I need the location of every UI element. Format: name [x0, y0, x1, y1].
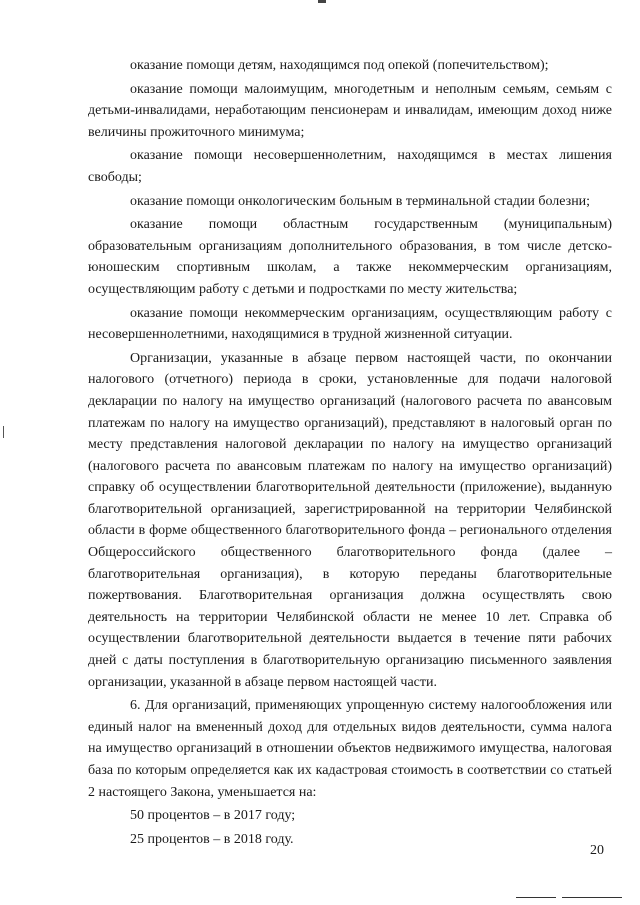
- page-number: 20: [590, 843, 604, 858]
- paragraph: Организации, указанные в абзаце первом настоящей части, по окончании налогового (отчетного) периода в сроки, установленные для подачи налоговой декларации по налогу на имущество организаций (налогового расчета по авансовым платежам по налогу на имущество организаций), представляют в налоговый орган по месту представления налоговой декларации по налогу на имущество организаций (налогового расчета по авансовым платежам по налогу на имущество организаций) справку об осуществлении благотворительной деятельности (приложение), выданную благотворительной организацией, зарегистрированной на территории Челябинской области в форме общественного благотворительного фонда – регионального отделения Общероссийского общественного благотворительного фонда (далее – благотворительная организация), в которую переданы благотворительные пожертвования. Благотворительная организация должна осуществлять свою деятельность на территории Челябинской области не менее 10 лет. Справка об осуществлении благотворительной деятельности выдается в течение пяти рабочих дней с даты поступления в благотворительную организацию письменного заявления организации, указанной в абзаце первом настоящей части.: [88, 350, 612, 690]
- scan-mark-top: [318, 0, 326, 3]
- paragraph: 6. Для организаций, применяющих упрощенную систему налогообложения или единый налог на вмененный доход для отдельных видов деятельности, сумма налога на имущество организаций в отношении объектов недвижимого имущества, налоговая база по которым определяется как их кадастровая стоимость в соответствии со статьей 2 настоящего Закона, уменьшается на:: [88, 698, 612, 800]
- paragraph: оказание помощи некоммерческим организациям, осуществляющим работу с несовершеннолетними, находящимися в трудной жизненной ситуации.: [88, 305, 612, 343]
- footer-rule: [562, 897, 622, 898]
- document-body: [88, 55, 612, 850]
- paragraph: оказание помощи областным государственным (муниципальным) образовательным организациям дополнительного образования, в том числе детско-юношеским спортивным школам, а также некоммерческим организациям, осуществляющим работу с детьми и подростками по месту жительства;: [88, 217, 612, 297]
- paragraph: оказание помощи несовершеннолетним, находящимся в местах лишения свободы;: [88, 148, 612, 185]
- footer-rule: [516, 897, 556, 898]
- scan-mark-left: [3, 426, 4, 438]
- paragraph: 50 процентов – в 2017 году;: [130, 808, 296, 824]
- paragraph: оказание помощи детям, находящимся под опекой (попечительством);: [130, 58, 549, 73]
- paragraph: 25 процентов – в 2018 году.: [130, 831, 294, 847]
- paragraph: оказание помощи малоимущим, многодетным и неполным семьям, семьям с детьми-инвалидами, неработающим пенсионерам и инвалидам, имеющим доход ниже величины прожиточного минимума;: [88, 81, 612, 140]
- paragraph: оказание помощи онкологическим больным в терминальной стадии болезни;: [130, 193, 591, 209]
